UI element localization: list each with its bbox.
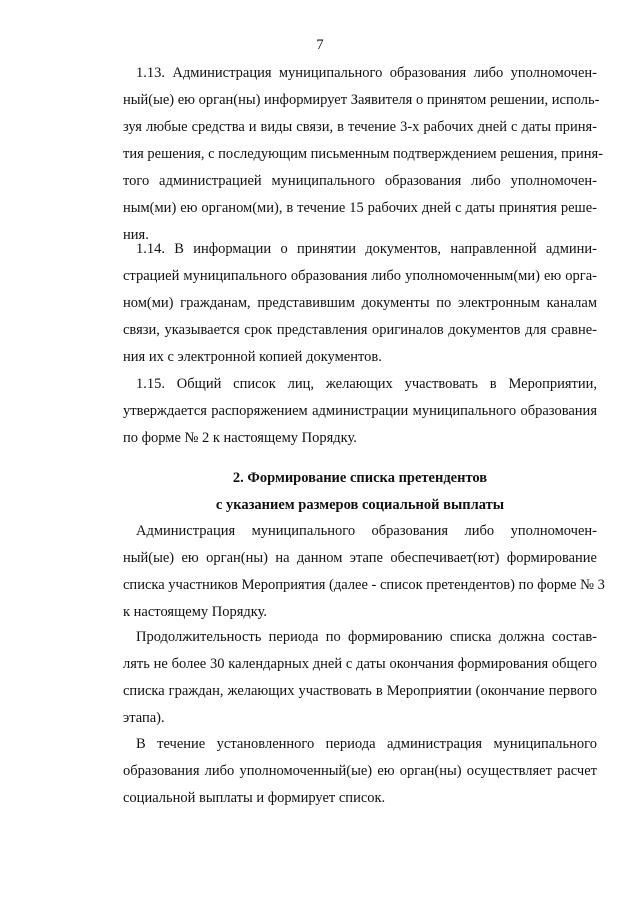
section-heading-line-1: 2. Формирование списка претендентов <box>232 470 488 486</box>
paragraph-line: того администрацией муниципального образования либо уполномочен- <box>123 173 597 189</box>
paragraph-line: лять не более 30 календарных дней с даты окончания формирования общего <box>123 656 597 672</box>
paragraph-line: ный(ые) ею орган(ны) информирует Заявителя о принятом решении, исполь- <box>123 92 600 108</box>
page-number: 7 <box>316 37 324 53</box>
paragraph-line: ния их с электронной копией документов. <box>123 349 382 365</box>
paragraph-line: 1.15. Общий список лиц, желающих участвовать в Мероприятии, <box>136 376 597 392</box>
paragraph-line: ном(ми) гражданам, представившим документы по электронным каналам <box>123 295 597 311</box>
paragraph-line: образования либо уполномоченный(ые) ею орган(ны) осуществляет расчет <box>123 763 597 779</box>
paragraph-line: ния. <box>123 227 149 243</box>
paragraph-line: этапа). <box>123 710 165 726</box>
paragraph-line: списка участников Мероприятия (далее - список претендентов) по форме № 3 <box>123 577 605 593</box>
paragraph-line: ный(ые) ею орган(ны) на данном этапе обеспечивает(ют) формирование <box>123 550 597 566</box>
paragraph-line: к настоящему Порядку. <box>123 604 268 620</box>
paragraph-line: Продолжительность периода по формированию списка должна состав- <box>136 629 597 645</box>
paragraph-line: социальной выплаты и формирует список. <box>123 790 386 806</box>
section-heading-line-2: с указанием размеров социальной выплаты <box>215 497 505 513</box>
paragraph-line: В течение установленного периода администрация муниципального <box>136 736 597 752</box>
paragraph-line: списка граждан, желающих участвовать в Мероприятии (окончание первого <box>123 683 597 699</box>
paragraph-line: тия решения, с последующим письменным подтверждением решения, приня- <box>123 146 603 162</box>
paragraph-line: 1.13. Администрация муниципального образования либо уполномочен- <box>136 65 597 81</box>
paragraph-line: утверждается распоряжением администрации муниципального образования <box>123 403 597 419</box>
paragraph-line: ным(ми) ею органом(ми), в течение 15 рабочих дней с даты принятия реше- <box>123 200 597 216</box>
paragraph-line: страцией муниципального образования либо уполномоченным(ми) ею орга- <box>123 268 597 284</box>
paragraph-line: связи, указывается срок представления оригиналов документов для сравне- <box>123 322 597 338</box>
paragraph-line: зуя любые средства и виды связи, в течение 3-х рабочих дней с даты приня- <box>123 119 597 135</box>
paragraph-line: по форме № 2 к настоящему Порядку. <box>123 430 357 446</box>
paragraph-line: Администрация муниципального образования либо уполномочен- <box>136 523 597 539</box>
paragraph-line: 1.14. В информации о принятии документов, направленной админи- <box>136 241 597 257</box>
